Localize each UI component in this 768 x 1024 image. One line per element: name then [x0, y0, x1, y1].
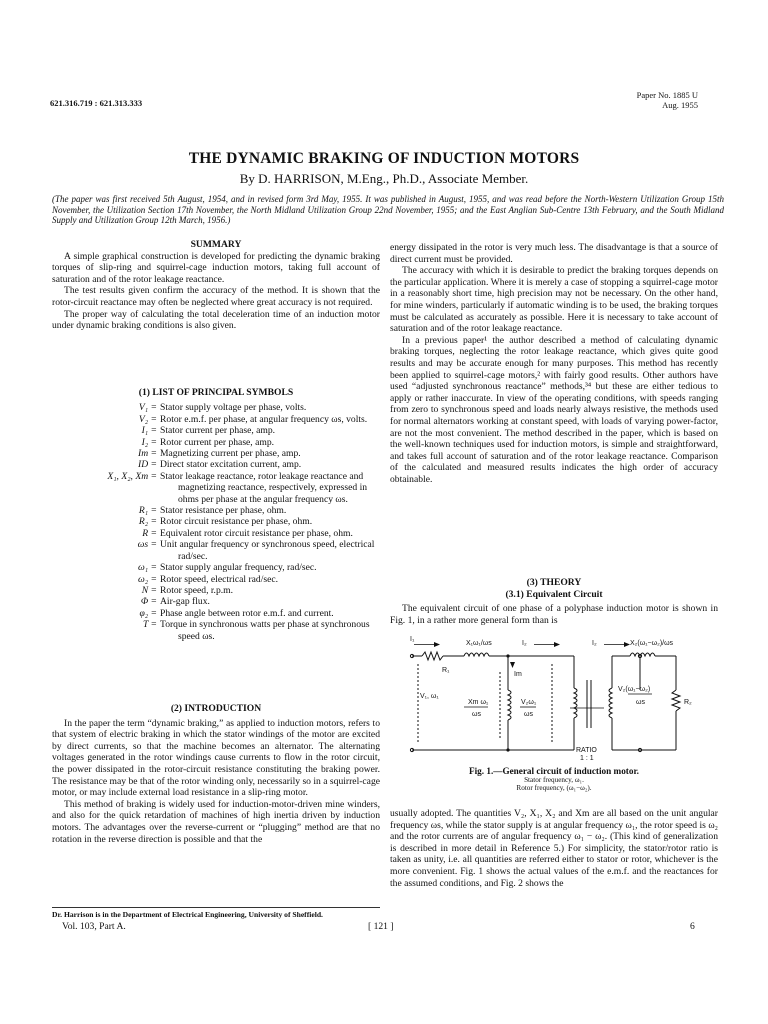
symbol-definition: Rotor circuit resistance per phase, ohm.	[160, 516, 313, 528]
symbol-row	[52, 562, 380, 573]
summary-section	[52, 239, 380, 332]
label-v2-num: V₂ω₁	[521, 699, 537, 706]
author-byline: By D. HARRISON, M.Eng., Ph.D., Associate Member.	[239, 171, 529, 186]
paper-date: Aug. 1955	[662, 100, 698, 110]
body-paragraph: In a previous paper¹ the author described a method of calculating dynamic braking torques, neglecting the rotor leakage reactance, which gives quite good results and may be accurate enough for many purposes. This method has recently been applied to squirrel-cage motors,² with fairly good results. Other authors have used “adjusted synchronous reactance” methods,³⁴ but these are either tedious to apply or rather inaccurate. In view of the operating conditions, with speeds ranging from zero to synchronous speed and loads nearly always resistive, the methods used for normal alternators working at constant speed, with loads of varying power-factor, are not the most convenient. The method described in the paper, which is based on the well-known techniques used for induction motors, is simple and straightforward, and takes full account of saturation and of the rotor leakage reactance. Comparison of the calculated and measured results indicates the high order of accuracy obtainable.	[390, 334, 718, 485]
right-column-bottom-text	[390, 808, 718, 889]
figure-caption: Fig. 1.—General circuit of induction motor.	[469, 766, 639, 776]
symbol-key: Im =	[138, 448, 157, 460]
symbol-key: ωs =	[137, 539, 157, 551]
symbol-row	[52, 459, 380, 470]
symbol-key: V₁ =	[138, 402, 157, 414]
label-i2-left: I₂	[522, 640, 527, 647]
body-paragraph: The accuracy with which it is desirable to predict the braking torques depends on the particular application. Where it is merely a case of stopping a squirrel-cage motor in a reasonably short time, high precision may not be necessary. On the other hand, for mine winders, particularly if automatic winding is to be used, the braking torques must be calculated as accurately as possible. Here it is necessary to take account of saturation and of the rotor leakage reactance.	[390, 265, 718, 335]
label-im: Im	[514, 671, 522, 678]
label-xm-num: Xm ω₁	[468, 699, 489, 706]
summary-paragraph: A simple graphical construction is developed for predicting the dynamic braking torques of slip-ring and squirrel-cage induction motors, taking full account of saturation and of the rotor leakage reactance.	[52, 250, 380, 285]
symbol-definition: Unit angular frequency or synchronous speed, electrical rad/sec.	[160, 539, 375, 562]
symbols-heading: (1) LIST OF PRINCIPAL SYMBOLS	[138, 387, 294, 398]
label-i2-right: I₂	[592, 640, 597, 647]
label-v2-den: ωs	[524, 711, 533, 718]
symbol-row	[52, 505, 380, 516]
page-number: 6	[690, 921, 695, 932]
symbol-definition: Stator supply voltage per phase, volts.	[160, 402, 307, 414]
paper-number-block	[637, 90, 698, 110]
symbol-row	[52, 585, 380, 596]
symbol-row	[52, 574, 380, 585]
body-paragraph: usually adopted. The quantities V₂, X₁, X₂ and Xm are all based on the unit angular frequency ωs, while the stator supply is at angular frequency ω₁, the rotor speed is ω₂ and the rotor currents are of angular frequency ω₁ − ω₂. (This kind of generalization is described in more detail in Reference 5.) For simplicity, the stator/rotor ratio is taken as unity, i.e. all quantities are referred either to stator or rotor, whichever is the more convenient. Fig. 1 shows the actual values of the e.m.f. and the reactances for the assumed conditions, and Fig. 2 shows the	[390, 808, 718, 889]
symbol-row	[52, 414, 380, 425]
symbols-section	[52, 387, 380, 642]
symbol-row	[52, 608, 380, 619]
symbol-definition: Stator current per phase, amp.	[160, 425, 276, 437]
symbol-key: I₂ =	[141, 436, 157, 448]
label-r1: R₁	[442, 667, 450, 674]
symbol-definition: Stator resistance per phase, ohm.	[160, 505, 287, 517]
author-affiliation: Dr. Harrison is in the Department of Electrical Engineering, University of Sheffield.	[52, 910, 323, 919]
symbol-row	[52, 596, 380, 607]
label-v2r-den: ωs	[636, 699, 645, 706]
symbols-list	[52, 402, 380, 642]
symbol-key: R₂ =	[138, 516, 157, 528]
symbol-definition: Rotor e.m.f. per phase, at angular frequency ωs, volts.	[160, 413, 368, 425]
symbol-key: V₂ =	[138, 413, 157, 425]
symbol-definition: Rotor current per phase, amp.	[160, 436, 275, 448]
udc-classification: 621.316.719 : 621.313.333	[50, 98, 143, 108]
symbol-row	[52, 528, 380, 539]
summary-paragraph: The proper way of calculating the total deceleration time of an induction motor under dynamic braking conditions is also given.	[52, 308, 380, 332]
symbol-key: I₁ =	[141, 425, 157, 437]
symbol-key: ID =	[138, 459, 157, 471]
publication-note: (The paper was first received 5th August, 1954, and in revised form 3rd May, 1955. It was published in August, 1955, and was read before the North-Western Utilization Group 15th November, the Utilization Section 17th November, the North Midland Utilization Group 22nd November, 1955; and the East Anglian Sub-Centre 13th February, and the South Midland Supply and Utilization Group 12th March, 1956.)	[52, 194, 724, 225]
label-v2r-num: V₂(ω₁−ω₂)	[618, 686, 651, 693]
figure-caption-block	[390, 766, 718, 792]
symbol-row	[52, 539, 380, 562]
introduction-paragraph: In the paper the term “dynamic braking,” as applied to induction motors, refers to that system of electric braking in which the stator windings of the motor are excited by direct currents, so that the machine becomes an alternator. The alternating voltages generated in the rotor windings cause currents to flow in the rotor circuit, the power dissipated in the rotor-circuit resistance constituting the braking power. The resistance may be that of the rotor winding only, necessarily so in a squirrel-cage motor, or may include external load resistance in a slip-ring motor.	[52, 717, 380, 799]
body-paragraph: energy dissipated in the rotor is very much less. The disadvantage is that a source of direct current must be provided.	[390, 242, 718, 265]
figure-subcaption-rotor: Rotor frequency, (ω₁−ω₂).	[516, 784, 592, 792]
symbol-row	[52, 402, 380, 413]
label-r2: R₂	[684, 699, 692, 706]
symbol-key: ω₂ =	[138, 573, 157, 585]
summary-paragraph: The test results given confirm the accuracy of the method. It is shown that the rotor-circuit reactance may often be neglected where great accuracy is not required.	[52, 285, 380, 308]
symbol-definition: Equivalent rotor circuit resistance per phase, ohm.	[160, 527, 353, 539]
symbol-row	[52, 448, 380, 459]
symbol-key: X₁, X₂, Xm =	[107, 470, 157, 482]
symbol-row	[52, 516, 380, 527]
summary-heading: SUMMARY	[190, 239, 242, 250]
equivalent-circuit-diagram	[404, 632, 714, 762]
label-x1: X₁ω₁/ωs	[466, 640, 492, 647]
symbol-row	[52, 437, 380, 448]
paper-title: THE DYNAMIC BRAKING OF INDUCTION MOTORS	[188, 150, 580, 167]
introduction-paragraph: This method of braking is widely used for induction-motor-driven mine winders, and also for the quick retardation of machines of high inertia driven by induction motors. The advantages over the reverse-current or “plugging” method are that no rotation in the reverse direction is possible and that the	[52, 798, 380, 845]
symbol-definition: Phase angle between rotor e.m.f. and current.	[160, 607, 334, 619]
symbol-definition: Magnetizing current per phase, amp.	[160, 448, 301, 460]
label-v1: V₁, ω₁	[420, 693, 439, 700]
symbol-definition: Rotor speed, electrical rad/sec.	[160, 573, 279, 585]
right-column-text	[390, 242, 718, 485]
symbol-key: Φ =	[140, 596, 157, 608]
theory-paragraph: The equivalent circuit of one phase of a polyphase induction motor is shown in Fig. 1, in a rather more general form than is	[390, 603, 718, 626]
theory-heading: (3) THEORY	[526, 577, 582, 588]
paper-number: Paper No. 1885 U	[636, 90, 698, 100]
symbol-key: R₁ =	[138, 505, 157, 517]
introduction-heading: (2) INTRODUCTION	[170, 703, 262, 714]
symbol-key: N =	[141, 584, 157, 596]
symbol-row	[52, 425, 380, 436]
symbol-definition: Stator leakage reactance, rotor leakage reactance and magnetizing reactance, respectively, expressed in ohms per phase at the angular frequency ωs.	[160, 470, 368, 505]
symbol-definition: Rotor speed, r.p.m.	[160, 584, 234, 596]
equivalent-circuit-heading: (3.1) Equivalent Circuit	[505, 588, 603, 600]
volume-label: Vol. 103, Part A.	[62, 921, 126, 932]
symbol-row	[52, 619, 380, 642]
symbol-definition: Stator supply angular frequency, rad/sec.	[160, 562, 317, 574]
symbol-key: φ₂ =	[139, 607, 157, 619]
label-ratio: RATIO	[576, 747, 597, 754]
label-ratio-value: 1 : 1	[580, 755, 594, 762]
symbol-row	[52, 471, 380, 505]
symbol-key: T =	[142, 619, 157, 631]
footnote-rule	[52, 907, 380, 908]
figure-subcaption-stator: Stator frequency, ω₁.	[524, 776, 584, 784]
label-x2: X₂(ω₁−ω₂)/ωs	[630, 640, 674, 647]
symbol-definition: Air-gap flux.	[160, 596, 210, 608]
page-bracket: [ 121 ]	[368, 921, 394, 932]
symbol-key: ω₁ =	[138, 562, 157, 574]
symbol-definition: Direct stator excitation current, amp.	[160, 459, 302, 471]
symbol-definition: Torque in synchronous watts per phase at synchronous speed ωs.	[160, 619, 370, 642]
theory-section	[390, 577, 718, 626]
label-i1: I₁	[410, 636, 415, 643]
symbol-key: R =	[142, 527, 157, 539]
label-xm-den: ωs	[472, 711, 481, 718]
introduction-section	[52, 703, 380, 845]
